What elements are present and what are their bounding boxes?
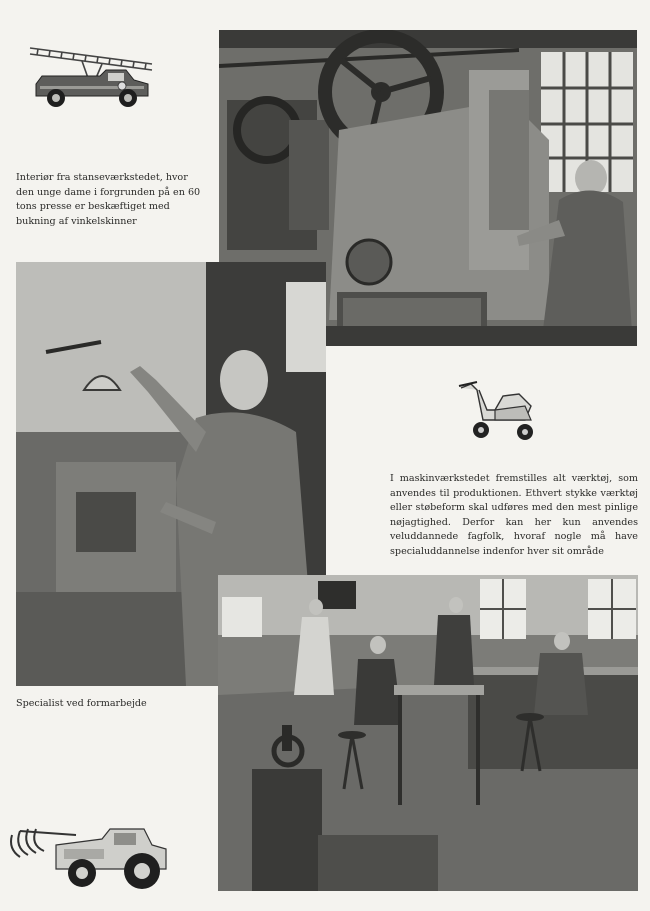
caption-press-shop: Interiør fra stanseværkstedet, hvor den unge dame i forgrunden på en 60 tons presse er beskæftiget med bukning af vinkelskinner xyxy=(16,172,201,227)
caption-tool-shop: I maskinværkstedet fremstilles alt værktøj, som anvendes til produktionen. Ethvert stykke værktøj eller støbeform skal udføres med den mest pinlige nøjagtighed. Derfor kan her kun anvendes veluddannede fagfolk, hvoraf nogle må have specialuddannelse indenfor hver sit område xyxy=(390,473,638,557)
scooter-toy-icon xyxy=(455,376,537,446)
tractor-toy-icon xyxy=(6,815,176,895)
fire-truck-toy-icon xyxy=(22,34,160,114)
caption-specialist: Specialist ved formarbejde xyxy=(16,698,147,709)
photo-tool-workshop xyxy=(218,575,638,891)
